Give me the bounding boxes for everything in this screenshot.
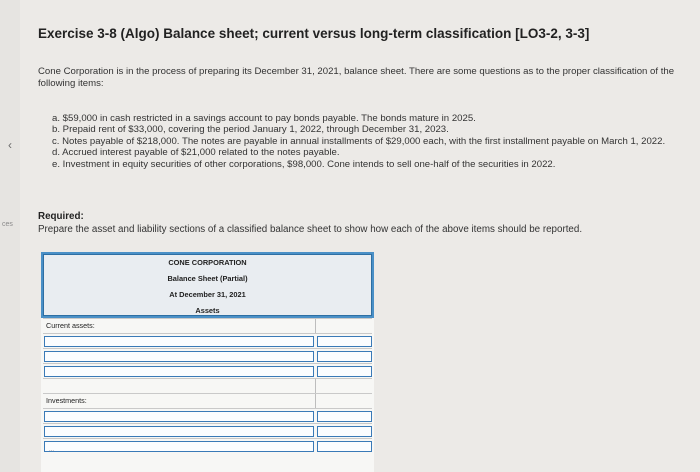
exercise-title: Exercise 3-8 (Algo) Balance sheet; current versus long-term classification [LO3-2, 3-3] xyxy=(38,26,590,41)
required-heading: Required: xyxy=(38,211,84,222)
investment-amount-input[interactable] xyxy=(317,441,372,452)
current-asset-description-input[interactable] xyxy=(44,351,314,362)
list-item: a. $59,000 in cash restricted in a savings account to pay bonds payable. The bonds mature in 2025. xyxy=(52,113,476,124)
list-item: d. Accrued interest payable of $21,000 related to the notes payable. xyxy=(52,147,340,159)
list-item: c. Notes payable of $218,000. The notes are payable in annual installments of $29,000 each, with the first installment payable on March 1, 2022. xyxy=(52,135,666,147)
left-rail xyxy=(0,0,20,472)
balance-sheet-table xyxy=(41,252,374,472)
company-name: CONE CORPORATION xyxy=(168,258,247,267)
table-row xyxy=(43,423,372,439)
investment-description-input[interactable] xyxy=(44,411,314,422)
column-separator xyxy=(315,319,316,334)
current-asset-description-input[interactable] xyxy=(44,336,314,347)
table-row xyxy=(43,438,372,454)
investments-label: Investments: xyxy=(46,396,87,405)
investment-description-input[interactable] xyxy=(44,441,314,452)
investment-amount-input[interactable] xyxy=(317,426,372,437)
current-asset-amount-input[interactable] xyxy=(317,351,372,362)
table-row xyxy=(43,348,372,364)
table-row xyxy=(43,408,372,424)
table-row xyxy=(43,363,372,379)
section-title: Assets xyxy=(195,306,220,315)
bottom-marker: ... xyxy=(49,447,55,453)
balance-sheet-header-inner xyxy=(43,254,372,316)
sidebar-cut-text: ces xyxy=(2,221,13,228)
column-separator xyxy=(315,394,316,409)
current-asset-amount-input[interactable] xyxy=(317,366,372,377)
list-item: b. Prepaid rent of $33,000, covering the period January 1, 2022, through December 31, 2023. xyxy=(52,124,449,136)
balance-sheet-header xyxy=(41,252,374,318)
table-row xyxy=(43,393,372,409)
item-list xyxy=(52,113,682,170)
column-separator xyxy=(315,379,316,394)
investment-amount-input[interactable] xyxy=(317,411,372,422)
table-row xyxy=(43,333,372,349)
current-asset-description-input[interactable] xyxy=(44,366,314,377)
exercise-intro: Cone Corporation is in the process of preparing its December 31, 2021, balance sheet. There are some questions as to the proper classification of the following items: xyxy=(38,66,675,89)
table-row xyxy=(43,318,372,334)
chevron-left-icon[interactable]: ‹ xyxy=(8,138,12,152)
statement-name: Balance Sheet (Partial) xyxy=(167,274,248,283)
list-item: e. Investment in equity securities of other corporations, $98,000. Cone intends to sell one-half of the securities in 2022. xyxy=(52,158,556,170)
table-row xyxy=(43,378,372,394)
investment-description-input[interactable] xyxy=(44,426,314,437)
current-asset-amount-input[interactable] xyxy=(317,336,372,347)
required-text: Prepare the asset and liability sections of a classified balance sheet to show how each of the above items should be reported. xyxy=(38,224,583,235)
statement-date: At December 31, 2021 xyxy=(169,290,246,299)
current-assets-label: Current assets: xyxy=(46,321,95,330)
